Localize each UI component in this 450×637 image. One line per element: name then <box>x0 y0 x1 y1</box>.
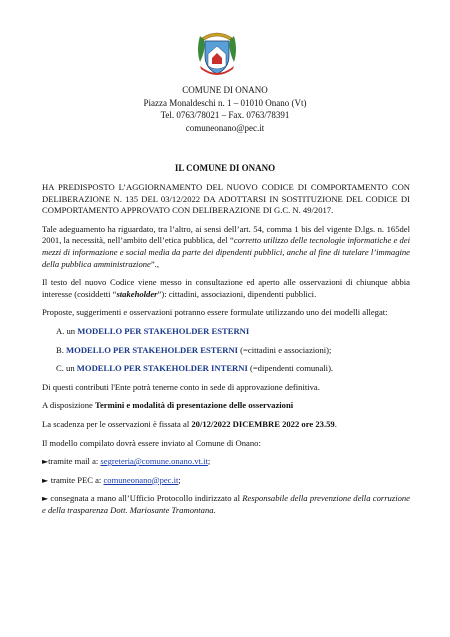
model-item-a: A. un MODELLO PER STAKEHOLDER ESTERNI <box>56 325 250 336</box>
terms-title: Termini e modalità di presentazione delle osservazioni <box>95 400 294 411</box>
mail-link[interactable]: segreteria@comune.onano.vt.it <box>100 456 208 467</box>
adeguamento-paragraph: Tale adeguamento ha riguardato, tra l’altro, ai sensi dell’art. 54, comma 1 bis del vigente D.lgs. n. 165del 2001, la necessità, nell’ambito dell’etica pubblica, del “corretto utilizzo delle tecnologie informatiche e dei mezzi di informazione e social media da parte dei dipendenti pubblici, anche al fine di tutelare l’immagine della pubblica amministrazione”., <box>42 223 410 269</box>
consultazione-paragraph: Il testo del nuovo Codice viene messo in consultazione ed aperto alle osservazioni di chiunque abbia interesse (cosiddetti “stakeholder”): cittadini, associazioni, dipendenti pubblici. <box>42 277 410 299</box>
letterhead <box>100 84 350 134</box>
delivery-hand: ► consegnata a mano all’Ufficio Protocollo indirizzato al Responsabile della prevenzione della corruzione e della trasparenza Dott. Mariosante Tramontana. <box>42 493 410 515</box>
disposizione-paragraph: A disposizione Termini e modalità di presentazione delle osservazioni <box>42 400 294 411</box>
model-a-link[interactable]: MODELLO PER STAKEHOLDER ESTERNI <box>77 325 250 336</box>
proposte-paragraph: Proposte, suggerimenti e osservazioni potranno essere formulate utilizzando uno dei modelli allegat: <box>42 307 388 318</box>
municipality-address: Piazza Monaldeschi n. 1 – 01010 Onano (Vt) <box>143 97 307 108</box>
model-item-b: B. MODELLO PER STAKEHOLDER ESTERNI (=cittadini e associazioni); <box>56 344 332 355</box>
arrow-right-icon: ► <box>42 457 49 467</box>
deadline: 20/12/2022 DICEMBRE 2022 ore 23.59 <box>191 418 335 429</box>
coat-of-arms-icon <box>196 26 238 78</box>
announcement-paragraph: HA PREDISPOSTO L’AGGIORNAMENTO DEL NUOVO CODICE DI COMPORTAMENTO CON DELIBERAZIONE N. 135 DEL 03/12/2022 DA ADOTTARSI IN SOSTITUZIONE DEL CODICE DI COMPORTAMENTO APPROVATO CON DELIBERAZIONE DI G.C. N. 49/2017. <box>42 182 410 216</box>
delivery-pec: ► tramite PEC a: comuneonano@pec.it; <box>42 474 181 485</box>
contributi-paragraph: Di questi contributi l'Ente potrà tenerne conto in sede di approvazione definitiva. <box>42 381 320 392</box>
model-item-c: C. un MODELLO PER STAKEHOLDER INTERNI (=dipendenti comunali). <box>56 363 334 374</box>
pec-link[interactable]: comuneonano@pec.it <box>103 474 179 485</box>
arrow-right-icon: ► <box>42 475 51 485</box>
document-title: IL COMUNE DI ONANO <box>174 163 276 173</box>
document-body <box>42 182 410 516</box>
invio-paragraph: Il modello compilato dovrà essere inviato al Comune di Onano: <box>42 437 261 448</box>
municipality-phone: Tel. 0763/78021 – Fax. 0763/78391 <box>160 110 290 120</box>
stakeholder-term: stakeholder <box>116 288 158 299</box>
model-c-link[interactable]: MODELLO PER STAKEHOLDER INTERNI <box>76 363 248 374</box>
model-b-link[interactable]: MODELLO PER STAKEHOLDER ESTERNI <box>66 344 239 355</box>
municipality-email: comuneonano@pec.it <box>185 122 265 133</box>
municipality-name: COMUNE DI ONANO <box>182 85 268 95</box>
scadenza-paragraph: La scadenza per le osservazioni è fissata al 20/12/2022 DICEMBRE 2022 ore 23.59. <box>42 418 337 429</box>
arrow-right-icon: ► <box>42 494 49 504</box>
delivery-mail: ►tramite mail a: segreteria@comune.onano.vt.it; <box>42 456 211 467</box>
responsabile-name: Responsabile della prevenzione della corruzione e della trasparenza Dott. Mariosante Tramontana. <box>42 493 410 515</box>
adeguamento-quote: corretto utilizzo delle tecnologie informatiche e dei mezzi di informazione e social media da parte dei dipendenti pubblici, anche al fine di tutelare l’immagine della pubblica amministrazione <box>42 235 410 269</box>
